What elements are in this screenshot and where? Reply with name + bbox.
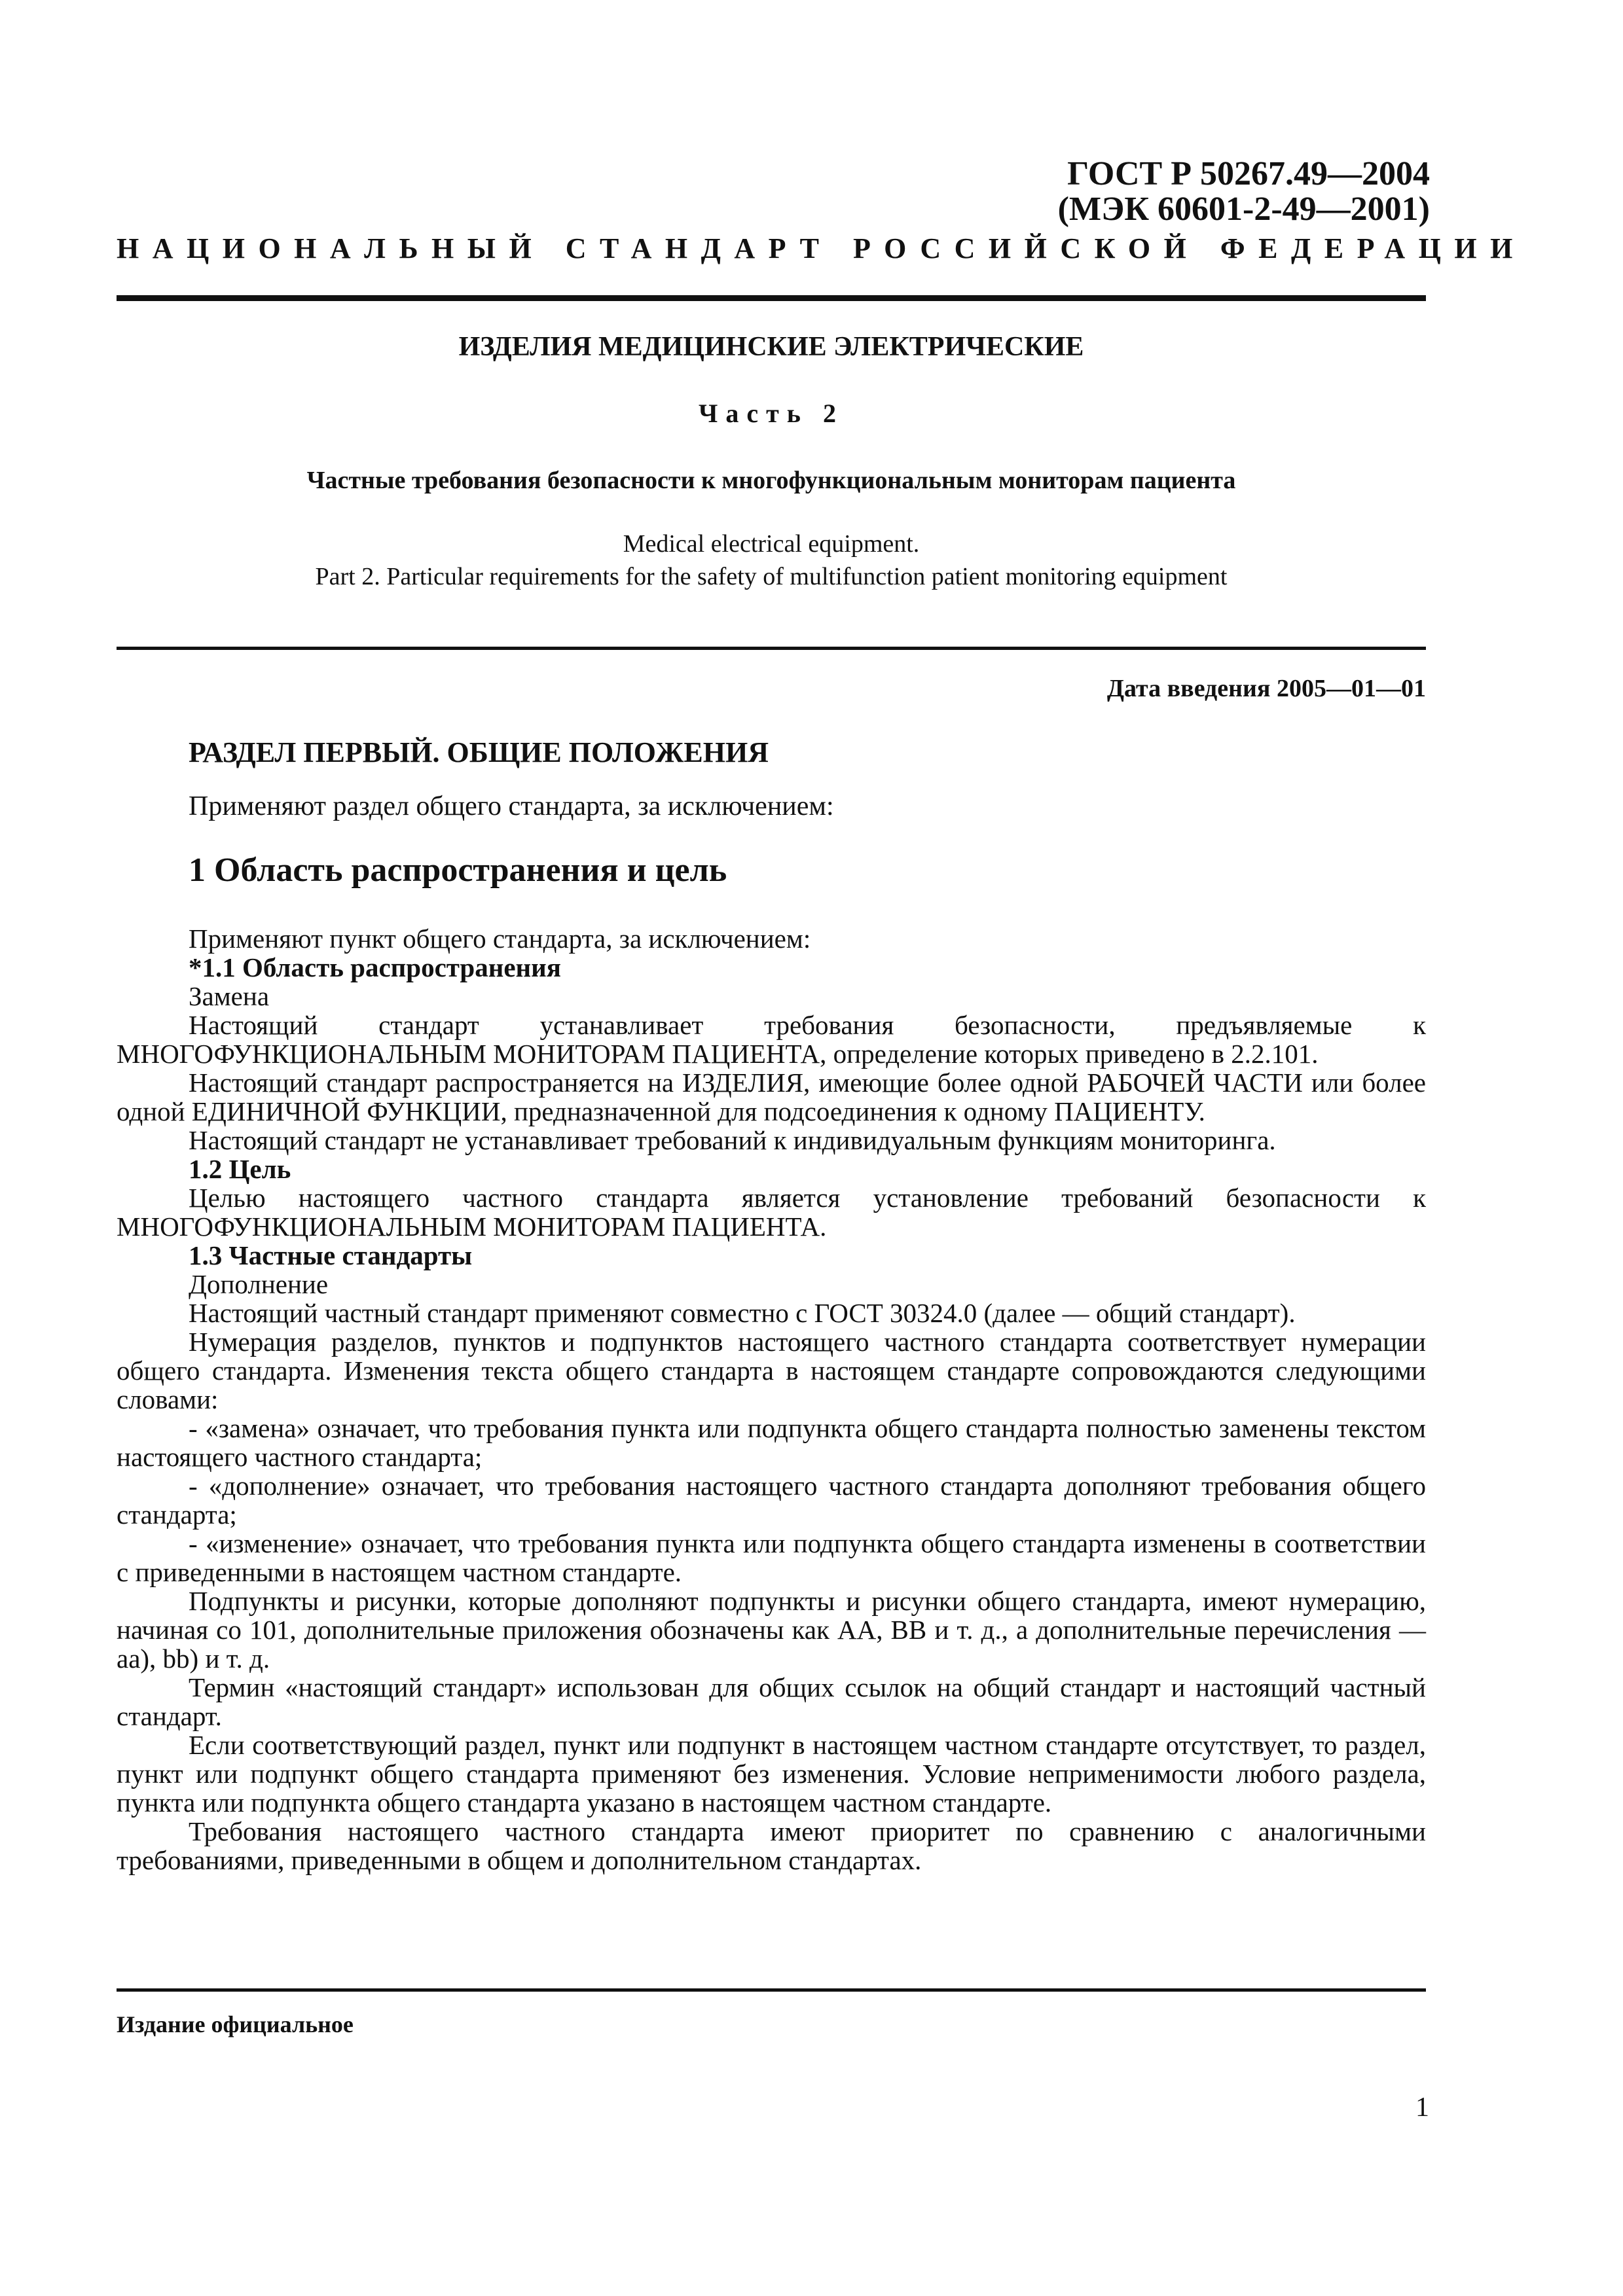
footer-rule [117, 1988, 1426, 1992]
introduction-date: Дата введения 2005—01—01 [1106, 675, 1426, 702]
paragraph: Дополнение [189, 1269, 329, 1299]
official-edition: Издание официальное [117, 2011, 354, 2037]
paragraph: Настоящий частный стандарт применяют совместно с ГОСТ 30324.0 (далее — общий стандарт). [189, 1298, 1296, 1328]
subclause-heading: 1.3 Частные стандарты [189, 1240, 473, 1270]
paragraph: Целью настоящего частного стандарта является установление требований безопасности к МНОГОФУНКЦИОНАЛЬНЫМ МОНИТОРАМ ПАЦИЕНТА. [117, 1183, 1426, 1242]
paragraph: Замена [189, 981, 270, 1011]
english-title [117, 528, 1426, 593]
list-item: - «замена» означает, что требования пункта или подпункта общего стандарта полностью заменены текстом настоящего частного стандарта; [117, 1413, 1426, 1472]
subclause-heading: 1.2 Цель [189, 1154, 291, 1184]
paragraph: Термин «настоящий стандарт» использован для общих ссылок на общий стандарт и настоящий частный стандарт. [117, 1672, 1426, 1731]
paragraph: Настоящий стандарт распространяется на ИЗДЕЛИЯ, имеющие более одной РАБОЧЕЙ ЧАСТИ или более одной ЕДИНИЧНОЙ ФУНКЦИИ, предназначенной для подсоединения к одному ПАЦИЕНТУ. [117, 1067, 1426, 1126]
document-title: ИЗДЕЛИЯ МЕДИЦИНСКИЕ ЭЛЕКТРИЧЕСКИЕ [458, 332, 1084, 362]
section-intro: Применяют раздел общего стандарта, за исключением: [189, 791, 834, 821]
part-label: Часть 2 [699, 399, 844, 428]
title-rule [117, 647, 1426, 650]
list-item: - «дополнение» означает, что требования настоящего частного стандарта дополняют требования общего стандарта; [117, 1471, 1426, 1530]
paragraph: Нумерация разделов, пунктов и подпунктов настоящего частного стандарта соответствует нумерации общего стандарта. Изменения текста общего стандарта в настоящем стандарте сопровождаются следующими словами: [117, 1327, 1426, 1414]
list-item: - «изменение» означает, что требования пункта или подпункта общего стандарта изменены в соответствии с приведенными в настоящем частном стандарте. [117, 1528, 1426, 1587]
paragraph: Подпункты и рисунки, которые дополняют подпункты и рисунки общего стандарта, имеют нумерацию, начиная со 101, дополнительные приложения обозначены как АА, ВВ и т. д., а дополнительные перечисления — аа), bb) и т. д. [117, 1586, 1426, 1674]
english-title-line2: Part 2. Particular requirements for the safety of multifunction patient monitoring equipment [315, 563, 1228, 590]
section-heading: РАЗДЕЛ ПЕРВЫЙ. ОБЩИЕ ПОЛОЖЕНИЯ [189, 736, 769, 768]
header-rule [117, 295, 1426, 301]
english-title-line1: Medical electrical equipment. [623, 530, 920, 558]
paragraph: Настоящий стандарт не устанавливает требований к индивидуальным функциям мониторинга. [189, 1125, 1276, 1155]
clause-heading: 1 Область распространения и цель [189, 852, 727, 889]
national-standard-line: НАЦИОНАЛЬНЫЙ СТАНДАРТ РОССИЙСКОЙ ФЕДЕРАЦИИ [117, 232, 1526, 264]
subclause-heading: *1.1 Область распространения [189, 952, 561, 982]
standard-code: ГОСТ Р 50267.49—2004 [1067, 155, 1430, 192]
paragraph: Если соответствующий раздел, пункт или подпункт в настоящем частном стандарте отсутствует, то раздел, пункт или подпункт общего стандарта применяют без изменения. Условие неприменимости любого раздела, пункта или подпункта общего стандарта указано в настоящем частном стандарте. [117, 1730, 1426, 1818]
paragraph: Настоящий стандарт устанавливает требования безопасности, предъявляемые к МНОГОФУНКЦИОНАЛЬНЫМ МОНИТОРАМ ПАЦИЕНТА, определение которых приведено в 2.2.101. [117, 1010, 1426, 1069]
paragraph: Требования настоящего частного стандарта имеют приоритет по сравнению с аналогичными требованиями, приведенными в общем и дополнительном стандартах. [117, 1816, 1426, 1875]
page-number: 1 [1415, 2092, 1429, 2123]
paragraph: Применяют пункт общего стандарта, за исключением: [189, 924, 811, 954]
body-text [117, 924, 1426, 1874]
iec-code: (МЭК 60601-2-49—2001) [1057, 190, 1430, 228]
document-subtitle: Частные требования безопасности к многофункциональным мониторам пациента [306, 467, 1236, 494]
